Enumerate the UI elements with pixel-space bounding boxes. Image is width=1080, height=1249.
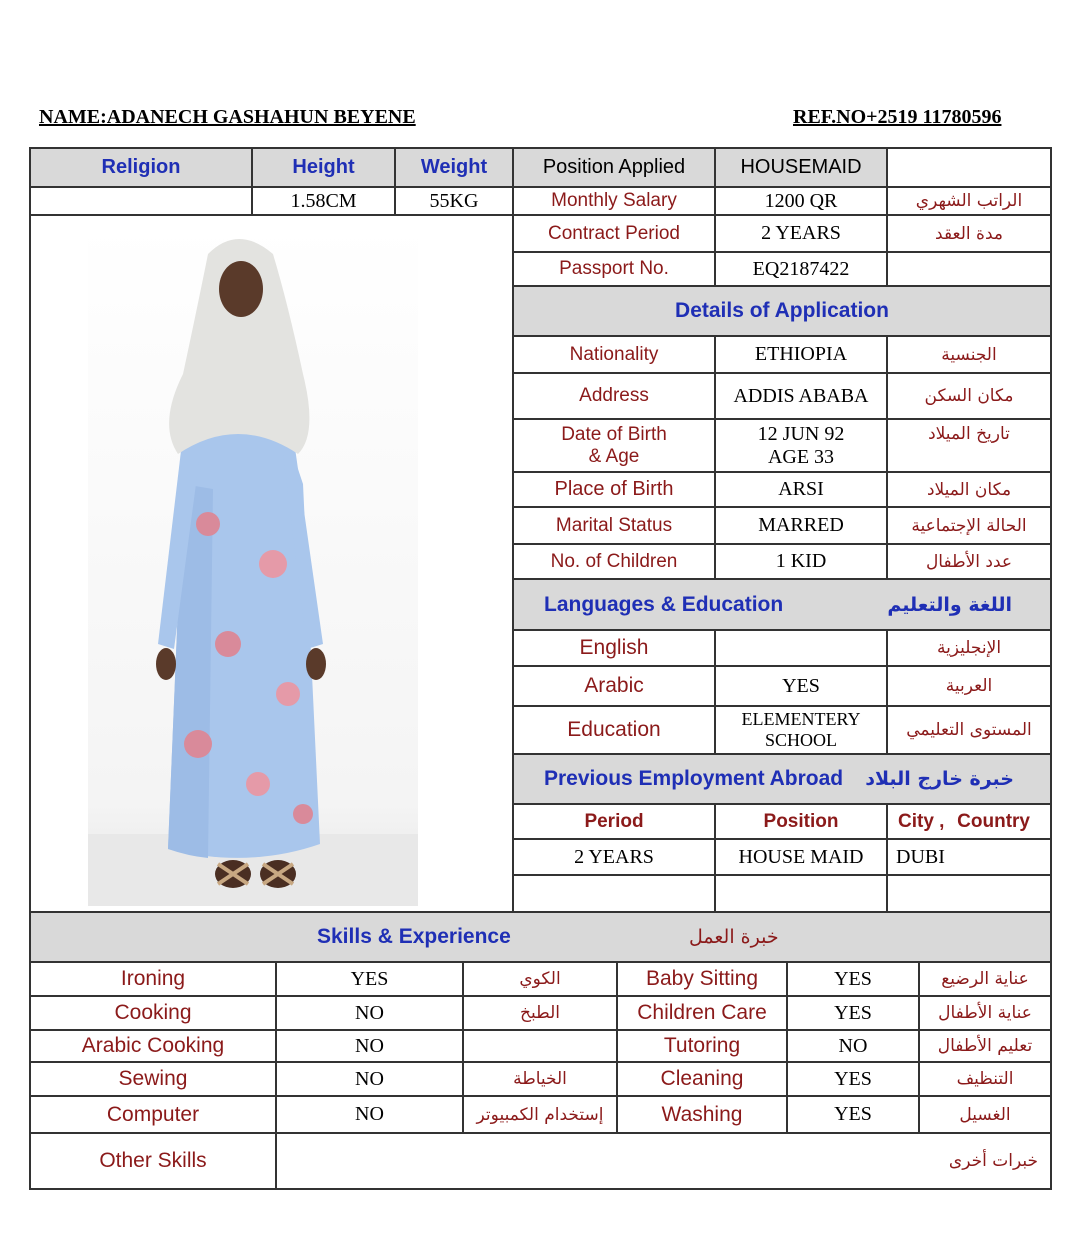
skill-tutoring: Tutoring bbox=[616, 1029, 788, 1063]
employment-title: Previous Employment Abroad bbox=[544, 767, 844, 790]
date-of-birth-ar: تاريخ الميلاد bbox=[886, 418, 1052, 473]
arabic-ar: العربية bbox=[886, 665, 1052, 707]
children-label: No. of Children bbox=[512, 543, 716, 580]
blank-cell bbox=[886, 147, 1052, 188]
skill-sewing: Sewing bbox=[29, 1061, 277, 1097]
skill-ironing-value: YES bbox=[275, 961, 464, 997]
city-header: City , bbox=[898, 810, 945, 832]
skill-computer: Computer bbox=[29, 1095, 277, 1134]
religion-value bbox=[29, 186, 253, 216]
employment-position: HOUSE MAID bbox=[714, 838, 888, 876]
position-applied-label: Position Applied bbox=[512, 147, 716, 188]
position-applied-value: HOUSEMAID bbox=[714, 147, 888, 188]
marital-status-label: Marital Status bbox=[512, 506, 716, 545]
employment-blank-2 bbox=[714, 874, 888, 913]
date-of-birth-value: 12 JUN 92 AGE 33 bbox=[714, 418, 888, 473]
monthly-salary-ar: الراتب الشهري bbox=[886, 186, 1052, 216]
employment-blank-1 bbox=[512, 874, 716, 913]
employment-title-ar: خبرة خارج البلاد bbox=[865, 768, 1014, 790]
skill-ironing: Ironing bbox=[29, 961, 277, 997]
skill-baby-sitting-ar: عناية الرضيع bbox=[918, 961, 1052, 997]
height-value: 1.58CM bbox=[251, 186, 396, 216]
passport-label: Passport No. bbox=[512, 251, 716, 287]
skill-washing: Washing bbox=[616, 1095, 788, 1134]
skill-cooking-value: NO bbox=[275, 995, 464, 1031]
english-label: English bbox=[512, 629, 716, 667]
skill-cleaning-value: YES bbox=[786, 1061, 920, 1097]
contract-period-value: 2 YEARS bbox=[714, 214, 888, 253]
place-of-birth-ar: مكان الميلاد bbox=[886, 471, 1052, 508]
languages-title: Languages & Education bbox=[544, 592, 784, 616]
skill-children-care-ar: عناية الأطفال bbox=[918, 995, 1052, 1031]
address-value: ADDIS ABABA bbox=[714, 372, 888, 420]
skill-arabic-cooking: Arabic Cooking bbox=[29, 1029, 277, 1063]
skill-washing-ar: الغسيل bbox=[918, 1095, 1052, 1134]
position-header: Position bbox=[714, 803, 888, 840]
date-of-birth-label: Date of Birth & Age bbox=[512, 418, 716, 473]
place-of-birth-value: ARSI bbox=[714, 471, 888, 508]
skill-baby-sitting: Baby Sitting bbox=[616, 961, 788, 997]
marital-status-ar: الحالة الإجتماعية bbox=[886, 506, 1052, 545]
monthly-salary-label: Monthly Salary bbox=[512, 186, 716, 216]
contract-period-label: Contract Period bbox=[512, 214, 716, 253]
contract-period-ar: مدة العقد bbox=[886, 214, 1052, 253]
education-value: ELEMENTERY SCHOOL bbox=[714, 705, 888, 755]
height-label: Height bbox=[251, 147, 396, 188]
other-skills-label: Other Skills bbox=[29, 1132, 277, 1190]
other-skills-value bbox=[275, 1132, 1052, 1190]
skill-ironing-ar: الكوي bbox=[462, 961, 618, 997]
candidate-name: NAME:ADANECH GASHAHUN BEYENE bbox=[39, 106, 416, 128]
employment-blank-3 bbox=[886, 874, 1052, 913]
passport-ar bbox=[886, 251, 1052, 287]
address-ar: مكان السكن bbox=[886, 372, 1052, 420]
candidate-photo bbox=[88, 224, 418, 906]
skill-cooking-ar: الطبخ bbox=[462, 995, 618, 1031]
employment-section-title bbox=[512, 753, 1052, 805]
languages-section-title bbox=[512, 578, 1052, 631]
skill-tutoring-ar: تعليم الأطفال bbox=[918, 1029, 1052, 1063]
period-header: Period bbox=[512, 803, 716, 840]
skill-arabic-cooking-ar bbox=[462, 1029, 618, 1063]
arabic-label: Arabic bbox=[512, 665, 716, 707]
other-skills-ar: خبرات أخرى bbox=[948, 1151, 1038, 1171]
country-header: Country bbox=[957, 810, 1030, 832]
skill-washing-value: YES bbox=[786, 1095, 920, 1134]
nationality-ar: الجنسية bbox=[886, 335, 1052, 374]
nationality-value: ETHIOPIA bbox=[714, 335, 888, 374]
education-label: Education bbox=[512, 705, 716, 755]
skill-children-care-value: YES bbox=[786, 995, 920, 1031]
skill-cleaning: Cleaning bbox=[616, 1061, 788, 1097]
skills-title-ar: خبرة العمل bbox=[689, 926, 779, 948]
details-section-title: Details of Application bbox=[512, 285, 1052, 337]
english-value bbox=[714, 629, 888, 667]
skill-baby-sitting-value: YES bbox=[786, 961, 920, 997]
children-ar: عدد الأطفال bbox=[886, 543, 1052, 580]
employment-city: DUBI bbox=[886, 838, 1052, 876]
skills-section-title bbox=[29, 911, 1052, 963]
city-country-header bbox=[886, 803, 1052, 840]
skill-children-care: Children Care bbox=[616, 995, 788, 1031]
passport-value: EQ2187422 bbox=[714, 251, 888, 287]
weight-value: 55KG bbox=[394, 186, 514, 216]
skill-tutoring-value: NO bbox=[786, 1029, 920, 1063]
skill-sewing-value: NO bbox=[275, 1061, 464, 1097]
place-of-birth-label: Place of Birth bbox=[512, 471, 716, 508]
monthly-salary-value: 1200 QR bbox=[714, 186, 888, 216]
skill-computer-value: NO bbox=[275, 1095, 464, 1134]
skills-title: Skills & Experience bbox=[317, 925, 511, 948]
skill-arabic-cooking-value: NO bbox=[275, 1029, 464, 1063]
arabic-value: YES bbox=[714, 665, 888, 707]
marital-status-value: MARRED bbox=[714, 506, 888, 545]
weight-label: Weight bbox=[394, 147, 514, 188]
skill-cleaning-ar: التنظيف bbox=[918, 1061, 1052, 1097]
skill-sewing-ar: الخياطة bbox=[462, 1061, 618, 1097]
reference-number: REF.NO+2519 11780596 bbox=[793, 106, 1002, 128]
nationality-label: Nationality bbox=[512, 335, 716, 374]
address-label: Address bbox=[512, 372, 716, 420]
skill-computer-ar: إستخدام الكمبيوتر bbox=[462, 1095, 618, 1134]
employment-period: 2 YEARS bbox=[512, 838, 716, 876]
children-value: 1 KID bbox=[714, 543, 888, 580]
languages-title-ar: اللغة والتعليم bbox=[887, 593, 1012, 616]
education-ar: المستوى التعليمي bbox=[886, 705, 1052, 755]
skill-cooking: Cooking bbox=[29, 995, 277, 1031]
english-ar: الإنجليزية bbox=[886, 629, 1052, 667]
religion-label: Religion bbox=[29, 147, 253, 188]
